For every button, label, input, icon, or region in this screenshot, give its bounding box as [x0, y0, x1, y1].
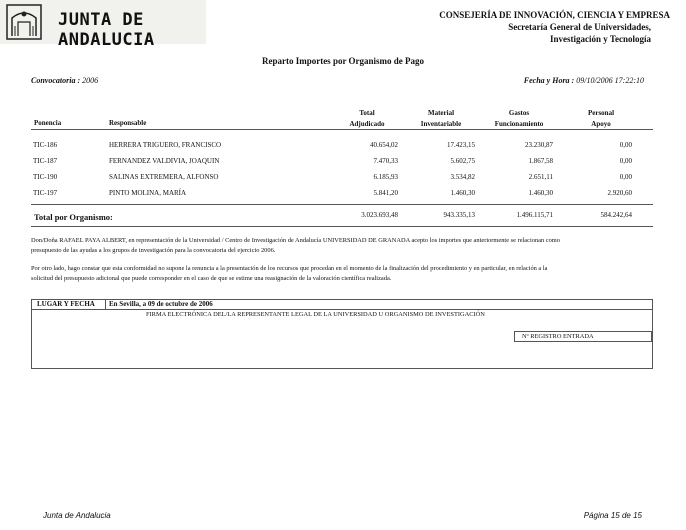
- row-gastos: 23.230,87: [525, 141, 553, 149]
- row-material: 17.423,15: [447, 141, 475, 149]
- row-ponencia: TIC-186: [33, 141, 58, 149]
- total-personal: 584.242,64: [600, 211, 632, 219]
- row-responsable: PINTO MOLINA, MARÍA: [109, 189, 187, 197]
- acceptance-paragraph: [31, 236, 651, 256]
- row-total: 5.841,20: [373, 189, 398, 197]
- signature-header-rule: [31, 309, 653, 310]
- lugar-value: En Sevilla, a 09 de octubre de 2006: [109, 300, 213, 308]
- col-header-personal-line2: Apoyo: [591, 120, 611, 128]
- header-consejeria: CONSEJERÍA DE INNOVACIÓN, CIENCIA Y EMPRESA: [439, 10, 670, 20]
- acceptance-line-2: presupuesto de las ayudas a los grupos de investigación para la convocatoria del ejercicio 2006.: [31, 247, 276, 254]
- logo-text: JUNTA DE ANDALUCIA: [58, 10, 155, 50]
- lugar-label: LUGAR Y FECHA: [37, 300, 95, 308]
- row-personal: 2.920,60: [607, 189, 632, 197]
- totals-bottom-rule: [31, 226, 653, 227]
- row-ponencia: TIC-190: [33, 173, 58, 181]
- col-header-gastos-line2: Funcionamiento: [494, 120, 544, 128]
- conformity-paragraph: [31, 264, 651, 284]
- col-header-total: [335, 108, 399, 130]
- row-material: 5.602,75: [450, 157, 475, 165]
- fecha-value: 09/10/2006 17:22:10: [576, 76, 644, 85]
- col-header-material: [410, 108, 472, 130]
- convocatoria-value: 2006: [82, 76, 99, 85]
- convocatoria: [31, 76, 98, 85]
- convocatoria-label: Convocatoria :: [31, 76, 81, 85]
- col-header-personal: [571, 108, 631, 130]
- col-header-material-line1: Material: [427, 109, 455, 117]
- row-gastos: 2.651,11: [528, 173, 553, 181]
- header-rule: [31, 129, 653, 130]
- row-responsable: SALINAS EXTREMERA, ALFONSO: [109, 173, 219, 181]
- page-number: Página 15 de 15: [583, 511, 642, 520]
- row-ponencia: TIC-197: [33, 189, 58, 197]
- row-material: 1.460,30: [450, 189, 475, 197]
- row-total: 7.470,33: [373, 157, 398, 165]
- col-header-personal-line1: Personal: [587, 109, 615, 117]
- total-material: 943.335,13: [443, 211, 475, 219]
- total-adjudicado: 3.023.693,48: [361, 211, 398, 219]
- junta-andalucia-emblem-icon: [4, 2, 44, 42]
- total-gastos: 1.496.115,71: [516, 211, 553, 219]
- totals-rule: [31, 204, 653, 205]
- row-personal: 0,00: [619, 141, 632, 149]
- row-gastos: 1.460,30: [528, 189, 553, 197]
- row-responsable: HERRERA TRIGUERO, FRANCISCO: [109, 141, 222, 149]
- acceptance-line-1: Don/Doña RAFAEL PAYA ALBERT, en representación de la Universidad / Centro de Investigación de Andalucía UNIVERSIDAD DE GRANADA acepto los importes que anteriormente se relacionan como: [31, 237, 560, 244]
- footer-left: Junta de Andalucia: [43, 511, 111, 520]
- fecha-label: Fecha y Hora :: [523, 76, 575, 85]
- firma-label: FIRMA ELECTRÓNICA DEL/LA REPRESENTANTE LEGAL DE LA UNIVERSIDAD U ORGANISMO DE INVESTIGACIÓN: [146, 311, 485, 318]
- col-header-gastos: [484, 108, 554, 130]
- row-personal: 0,00: [619, 157, 632, 165]
- header-investigacion: Investigación y Tecnología: [549, 34, 651, 44]
- row-total: 6.185,93: [373, 173, 398, 181]
- total-label: Total por Organismo:: [34, 212, 113, 222]
- col-header-ponencia: Ponencia: [34, 119, 62, 127]
- report-title: Reparto Importes por Organismo de Pago: [261, 56, 425, 66]
- row-gastos: 1.867,58: [528, 157, 553, 165]
- logo-area: [0, 0, 206, 50]
- col-header-total-line1: Total: [359, 109, 375, 117]
- row-material: 3.534,82: [450, 173, 475, 181]
- registro-box: [514, 331, 652, 342]
- conformity-line-2: solicitud del presupuesto adicional que puede corresponder en el caso de que se estime una reasignación de la valoración científica realizada.: [31, 275, 392, 282]
- fecha-hora: [384, 76, 644, 85]
- col-header-gastos-line1: Gastos: [508, 109, 530, 117]
- row-responsable: FERNANDEZ VALDIVIA, JOAQUIN: [109, 157, 220, 165]
- col-header-responsable: Responsable: [109, 119, 147, 127]
- registro-label: Nº REGISTRO ENTRADA: [522, 333, 594, 340]
- col-header-material-line2: Inventariable: [420, 120, 462, 128]
- header-secretaria: Secretaría General de Universidades,: [508, 22, 651, 32]
- conformity-line-1: Por otro lado, hago constar que esta conformidad no supone la renuncia a la presentación de los recursos que procedan en el momento de la finalización del procedimiento y en particular, en relación a la: [31, 265, 548, 272]
- signature-divider: [105, 299, 106, 310]
- row-ponencia: TIC-187: [33, 157, 58, 165]
- row-personal: 0,00: [619, 173, 632, 181]
- col-header-total-line2: Adjudicado: [349, 120, 385, 128]
- row-total: 40.654,02: [370, 141, 398, 149]
